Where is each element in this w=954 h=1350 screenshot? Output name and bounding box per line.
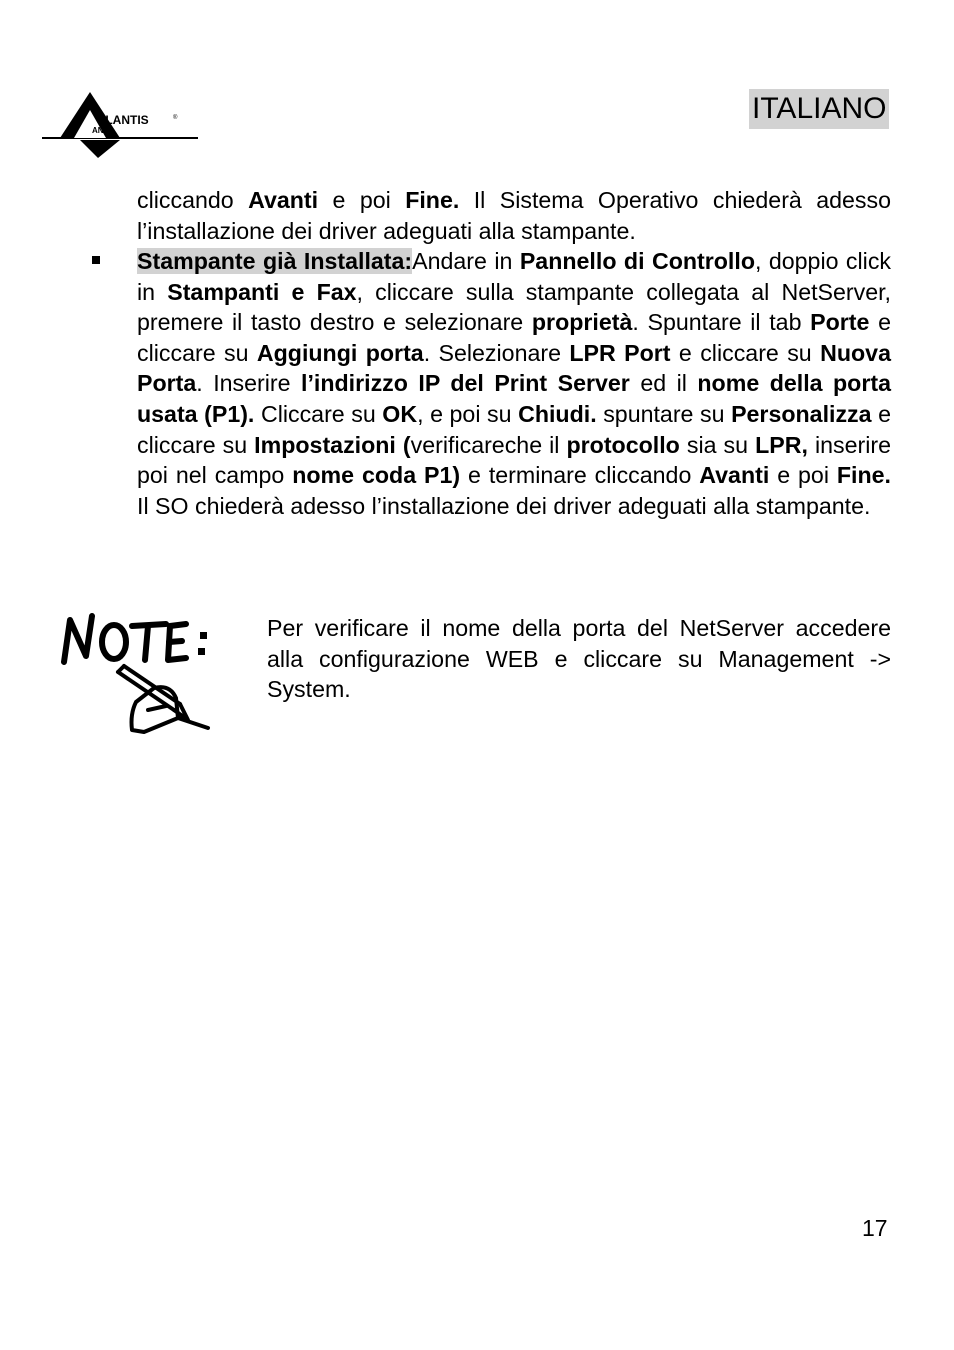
svg-text:TLANTIS: TLANTIS — [98, 113, 149, 127]
bold-run: Pannello di Controllo — [519, 248, 755, 274]
atlantis-land-logo — [40, 88, 202, 162]
text-run: spuntare su — [596, 400, 732, 427]
text-run: ed il — [629, 370, 698, 397]
paragraph-installed-printer — [137, 246, 891, 521]
bold-run: LPR, — [755, 431, 808, 458]
atlantis-logo-icon — [40, 88, 202, 162]
bold-run: Personalizza — [731, 400, 872, 427]
bold-run: Aggiungi porta — [256, 339, 424, 366]
text-run: e poi — [769, 462, 837, 489]
svg-text:®: ® — [173, 115, 178, 121]
section-heading-highlight: Stampante già Installata: — [137, 248, 413, 274]
text-run: , doppio click in — [137, 248, 892, 305]
language-label: ITALIANO — [749, 89, 889, 129]
text-run: Andare in — [412, 248, 520, 274]
note-icon — [58, 610, 228, 738]
text-run: Cliccare su — [254, 400, 383, 427]
bold-run: Chiudi. — [518, 400, 597, 427]
text-run: e poi — [318, 187, 406, 213]
bold-run: l’indirizzo IP del Print Server — [301, 370, 630, 397]
bold-run: Fine. — [836, 462, 891, 489]
bold-run: Nuova Porta — [137, 339, 891, 397]
bold-run: LPR Port — [569, 339, 671, 366]
bold-run: nome della porta usata (P1). — [137, 370, 891, 427]
note-text: Per verificare il nome della porta del NetServer accedere alla configurazione WEB e cliccare su Management -> System. — [267, 615, 891, 703]
text-run: verificareche il — [410, 431, 567, 458]
bold-run: Fine. — [405, 187, 460, 213]
bold-run: Impostazioni ( — [254, 431, 411, 458]
bold-run: Avanti — [248, 187, 319, 213]
bold-run: proprietà — [531, 309, 633, 336]
text-run: . Selezionare — [423, 339, 570, 366]
text-run: . Inserire — [196, 370, 301, 397]
text-run: cliccando — [137, 187, 249, 213]
bold-run: nome coda P1) — [292, 462, 461, 489]
bullet-marker — [92, 256, 100, 264]
text-run: sia su — [679, 431, 756, 458]
bold-run: Stampanti e Fax — [167, 278, 357, 305]
svg-text:AND: AND — [92, 126, 110, 135]
text-run: e cliccare su — [670, 339, 821, 366]
text-run: inserire poi nel campo — [137, 431, 891, 489]
note-pencil-icon — [58, 610, 228, 738]
text-run: Il Sistema Operativo chiederà adesso l’installazione dei driver adeguati alla stampante. — [137, 187, 891, 244]
bold-run: Porte — [810, 309, 870, 336]
text-run: , e poi su — [417, 400, 519, 427]
text-run: e cliccare su — [137, 400, 891, 458]
text-run: e terminare cliccando — [460, 462, 700, 489]
text-run: Il SO chiederà adesso l’installazione dei driver adeguati alla stampante. — [137, 492, 871, 519]
bold-run: protocollo — [566, 431, 680, 458]
text-run: , cliccare sulla stampante collegata al NetServer, premere il tasto destro e selezionare — [137, 278, 891, 336]
text-run: . Spuntare il tab — [632, 309, 811, 336]
bold-run: Avanti — [699, 462, 770, 489]
text-run: e cliccare su — [137, 309, 892, 366]
paragraph-continuation — [137, 185, 891, 246]
bold-run: OK — [382, 400, 418, 427]
page-number: 17 — [862, 1215, 888, 1241]
